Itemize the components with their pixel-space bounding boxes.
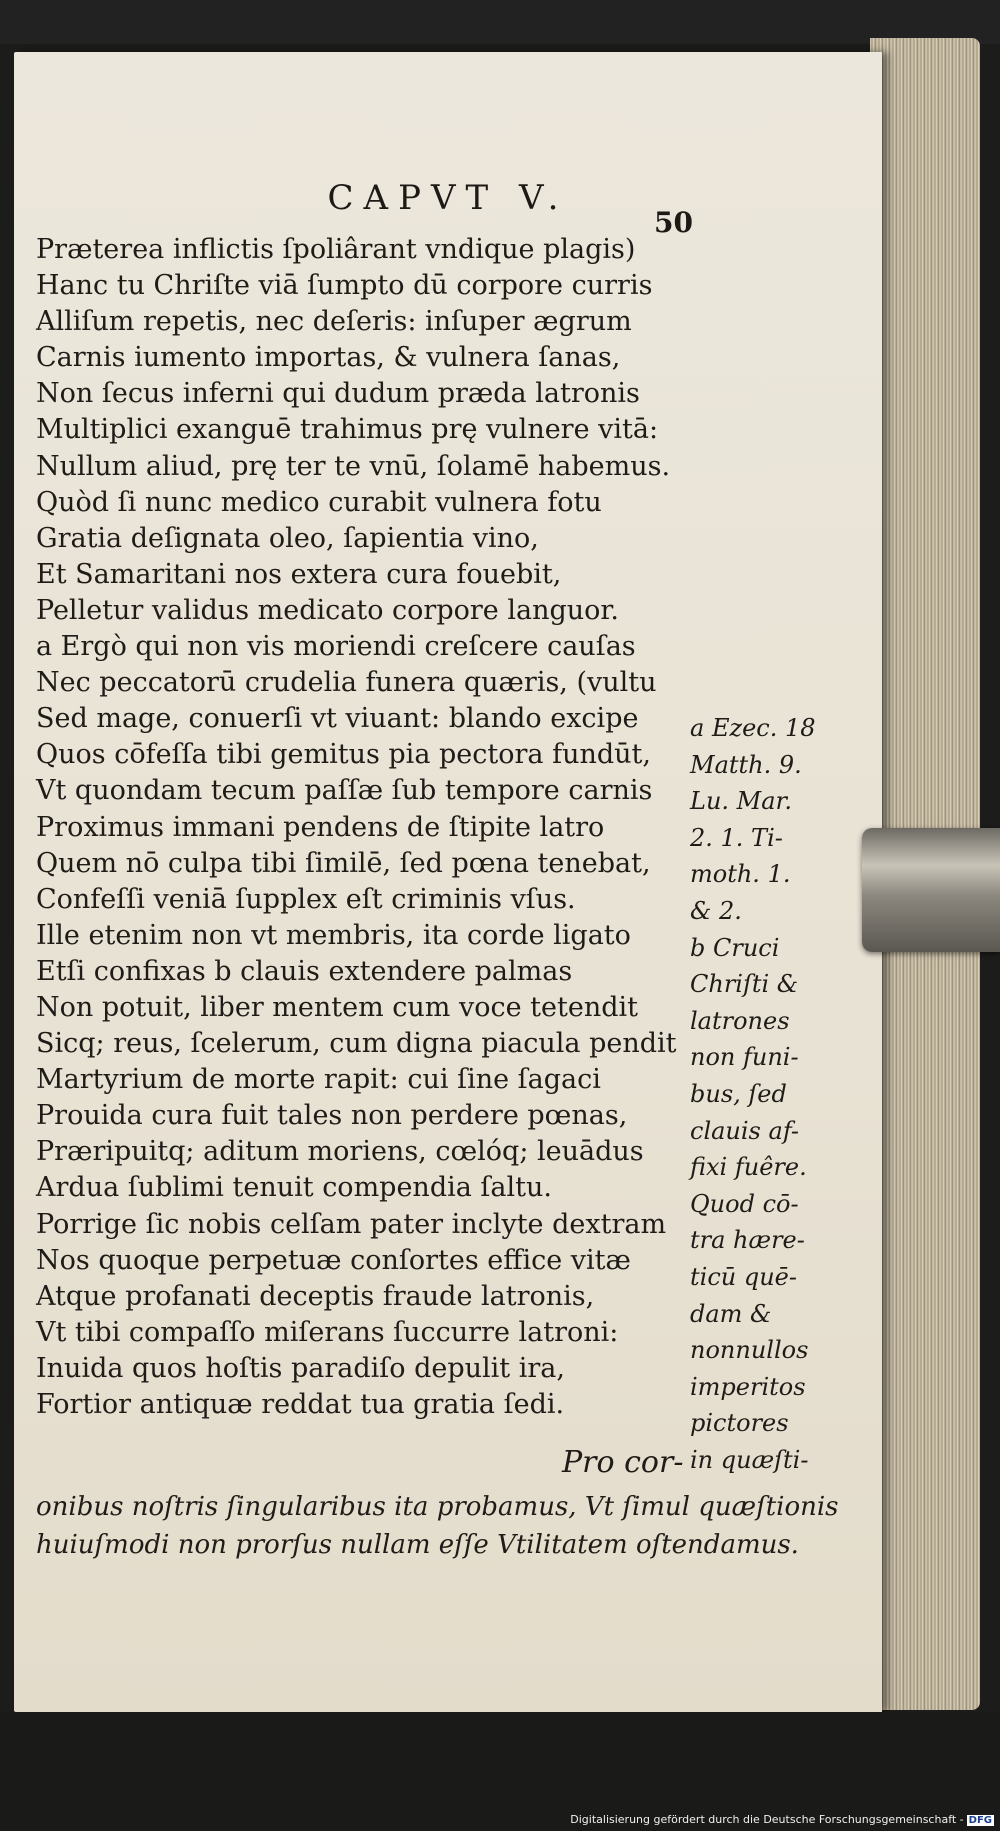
marginal-note-line: ticū quē- [690,1262,797,1291]
marginal-note-line: Chriſti & [690,970,799,999]
verse-line: Non potuit, liber mentem cum voce tetendit [36,991,638,1023]
marginal-note-line: imperitos [690,1372,806,1401]
verse-line: Martyrium de morte rapit: cui ſine ſagaci [36,1064,601,1096]
page-clip [862,828,1000,952]
dfg-logo: DFG [968,1815,992,1826]
page-number: 50 [654,206,693,239]
verse-line: Quem nō culpa tibi ſimilē, ſed pœna tenebat, [36,847,651,879]
marginal-note-line: bus, ſed [690,1079,787,1108]
verse-line: Fortior antiquæ reddat tua gratia ſedi. [36,1389,565,1420]
verse-line: Nec peccatorū crudelia funera quæris, (vultu [36,667,657,699]
marginal-note-line: clauis af- [690,1116,799,1145]
marginal-note-line: in quæſti- [690,1445,809,1474]
verse-line: Quòd ſi nunc medico curabit vulnera fotu [36,486,602,518]
digitization-credit [570,1813,994,1826]
verse-line: a Ergò qui non vis moriendi creſcere cauſas [36,631,636,663]
verse-block [36,232,677,1423]
marginal-notes [690,710,838,1478]
verse-line: Gratia deſignata oleo, ſapientia vino, [36,522,539,554]
marginal-note-line: 2. 1. Ti- [690,823,783,852]
verse-line: Sed mage, conuerſi vt viuant: blando excipe [36,703,639,735]
verse-line: Proximus immani pendens de ſtipite latro [36,811,605,843]
verse-line: Etſi confixas b clauis extendere palmas [36,955,573,987]
verse-line: Quos cōfeſſa tibi gemitus pia pectora fundūt, [36,739,651,771]
verse-line: Vt quondam tecum paſſæ ſub tempore carnis [36,775,653,807]
verse-line: Nullum aliud, prę ter te vnū, ſolamē habemus. [36,450,671,482]
verse-line: Nos quoque perpetuæ conſortes effice vitæ [36,1244,631,1276]
prose-line: onibus noſtris ſingularibus ita probamus, Vt ſimul quæſtionis [36,1492,839,1522]
verse-line: Hanc tu Chriſte viā ſumpto dū corpore curris [36,270,653,302]
verse-line: Multiplici exanguē trahimus prę vulnere vitā: [36,414,659,446]
verse-line: Porrige ſic nobis celſam pater inclyte dextram [36,1208,667,1240]
prose-line: huiuſmodi non prorſus nullam eſſe Vtilitatem oſtendamus. [36,1530,799,1560]
marginal-note-line: pictores [690,1409,789,1438]
verse-line: Alliſum repetis, nec deſeris: inſuper ægrum [36,306,632,338]
marginal-note-line: latrones [690,1006,790,1035]
marginal-note-line: fixi fuêre. [690,1153,807,1182]
verse-line: Sicq; reus, ſcelerum, cum digna piacula pendit [36,1028,677,1060]
marginal-note-line: tra hære- [690,1226,805,1255]
marginal-note-line: moth. 1. [690,860,791,889]
running-head: CAPVT V. [327,178,569,218]
marginal-note-line: nonnullos [690,1336,809,1365]
marginal-note-line: non funi- [690,1043,799,1072]
verse-line: Et Samaritani nos extera cura fouebit, [36,558,562,590]
verse-line: Non ſecus inferni qui dudum præda latronis [36,378,640,410]
verse-line: Præterea inflictis ſpoliârant vndique plagis) [36,234,636,265]
prose-block [36,1488,839,1564]
marginal-note-line: dam & [690,1299,772,1328]
marginal-note-line: Matth. 9. [690,750,802,779]
book-page [14,52,882,1712]
marginal-note-line: a Ezec. 18 [690,714,816,742]
verse-line: Inuida quos hoſtis paradiſo depulit ira, [36,1352,565,1384]
marginal-note-line: b Cruci [690,933,780,962]
verse-line: Confeſſi veniā ſupplex eſt criminis vſus. [36,883,576,915]
verse-line: Prouida cura fuit tales non perdere pœnas, [36,1100,628,1132]
marginal-note-line: & 2. [690,896,742,925]
verse-line: Ardua ſublimi tenuit compendia ſaltu. [36,1172,552,1204]
marginal-note-line: Lu. Mar. [690,787,792,816]
marginal-note-line: Quod cō- [690,1189,799,1218]
verse-line: Vt tibi compaſſo miſerans ſuccurre latroni: [36,1316,619,1348]
verse-line: Pelletur validus medicato corpore languor. [36,594,619,626]
credit-text: Digitalisierung gefördert durch die Deutsche Forschungsgemeinschaft - [570,1813,964,1826]
verse-line: Ille etenim non vt membris, ita corde ligato [36,919,631,951]
verse-line: Præripuitq; aditum moriens, cœlóq; leuādus [36,1136,644,1168]
verse-line: Atque profanati deceptis fraude latronis, [36,1280,595,1312]
prose-opening: Pro cor- [562,1445,684,1480]
verse-line: Carnis iumento importas, & vulnera ſanas, [36,342,621,374]
scan-top-border [0,0,1000,44]
